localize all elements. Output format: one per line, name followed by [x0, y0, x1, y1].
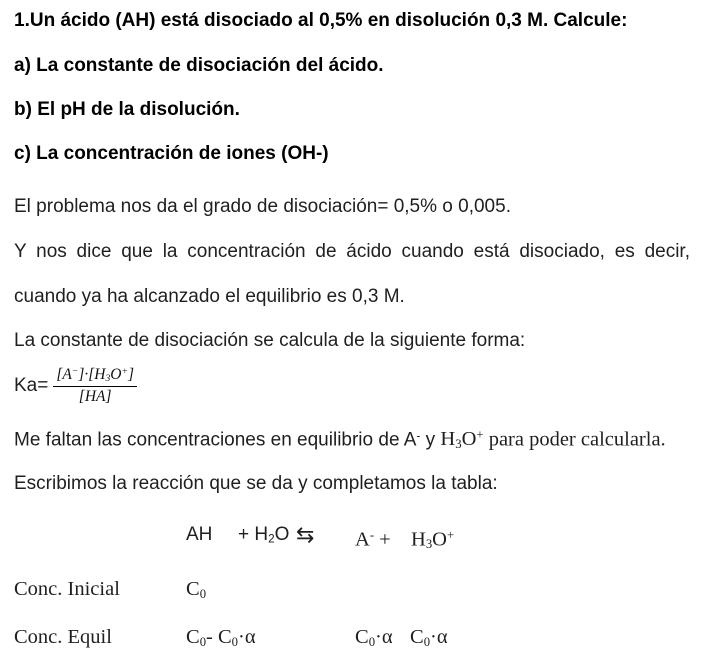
paragraph-missing-concentrations — [14, 428, 666, 452]
h3o-plus-term — [440, 428, 483, 450]
p4-connector: y — [420, 429, 441, 451]
ka-denominator: [HA] — [78, 388, 112, 406]
c-base: C — [186, 626, 200, 648]
superscript-minus: - — [369, 528, 375, 542]
minus-c: - C — [206, 626, 232, 648]
equil-cell-ah — [186, 620, 256, 659]
equil-cell-a-minus — [355, 620, 393, 659]
ka-formula — [14, 366, 137, 406]
table-row-equilibrium — [0, 620, 702, 654]
paragraph-concentration-line1: Y nos dice que la concentración de ácido cuando está disociado, es decir, — [14, 241, 690, 262]
paragraph-concentration-line2: cuando ya ha alcanzado el equilibrio es 0,3 M. — [14, 286, 405, 307]
num-close-bracket: ] — [127, 366, 134, 383]
subscript-three: 3 — [425, 537, 433, 552]
h3o-o: O — [432, 528, 447, 551]
alpha-term: ·α — [430, 626, 448, 648]
problem-item-b: b) El pH de la disolución. — [14, 99, 240, 120]
p4-serif-tail: para poder calcularla. — [483, 428, 666, 451]
row-label-equilibrium: Conc. Equil — [14, 626, 112, 648]
a-base: A — [355, 528, 370, 551]
alpha-term: ·α — [375, 626, 393, 648]
alpha-term: ·α — [238, 626, 256, 648]
h3o-h: H — [440, 428, 456, 451]
subscript-zero: 0 — [423, 634, 431, 649]
equilibrium-arrow-icon: ⇆ — [296, 522, 315, 547]
ka-lhs: Ka= — [14, 375, 49, 397]
reactant-h2o — [238, 518, 289, 557]
subscript-zero: 0 — [231, 634, 239, 649]
num-open-bracket: [A — [56, 366, 72, 383]
subscript-zero: 0 — [368, 634, 376, 649]
superscript-plus: + — [476, 428, 484, 442]
num-o: O — [110, 366, 122, 383]
paragraph-write-reaction: Escribimos la reacción que se da y completamos la tabla: — [14, 473, 498, 494]
ka-numerator — [53, 366, 137, 387]
superscript-plus: + — [446, 528, 455, 542]
superscript-plus: + — [121, 366, 128, 378]
c-base: C — [410, 626, 424, 648]
superscript-minus: - — [416, 429, 421, 443]
subscript-three: 3 — [105, 373, 111, 385]
h2o-post: O — [274, 524, 290, 545]
h3o-h: H — [411, 528, 426, 551]
reactant-ah: AH — [186, 524, 213, 545]
paragraph-degree: El problema nos da el grado de disociación= 0,5% o 0,005. — [14, 196, 511, 217]
subscript-zero: 0 — [199, 586, 207, 601]
reaction-equation — [0, 518, 702, 552]
product-a-minus — [355, 518, 391, 556]
ka-fraction — [53, 366, 137, 406]
plus-sign: + — [374, 528, 391, 551]
subscript-three: 3 — [455, 437, 462, 452]
initial-c0 — [186, 572, 206, 611]
subscript-two: 2 — [268, 532, 275, 546]
subscript-zero: 0 — [199, 634, 207, 649]
table-row-initial — [0, 572, 702, 606]
num-mid: ]·[H — [78, 366, 106, 383]
row-label-initial: Conc. Inicial — [14, 578, 120, 600]
c-base: C — [355, 626, 369, 648]
paragraph-constant-intro: La constante de disociación se calcula de la siguiente forma: — [14, 330, 526, 351]
product-h3o-plus — [411, 518, 454, 561]
problem-title: 1.Un ácido (AH) está disociado al 0,5% en disolución 0,3 M. Calcule: — [14, 10, 628, 31]
problem-item-c: c) La concentración de iones (OH-) — [14, 143, 329, 164]
h3o-o: O — [461, 428, 477, 451]
p4-sans-part: Me faltan las concentraciones en equilibrio de A — [14, 429, 417, 451]
equil-cell-h3o — [410, 620, 448, 659]
problem-item-a: a) La constante de disociación del ácido. — [14, 55, 384, 76]
c-base: C — [186, 578, 200, 600]
h2o-pre: + H — [238, 524, 269, 545]
superscript-minus: − — [71, 366, 79, 378]
